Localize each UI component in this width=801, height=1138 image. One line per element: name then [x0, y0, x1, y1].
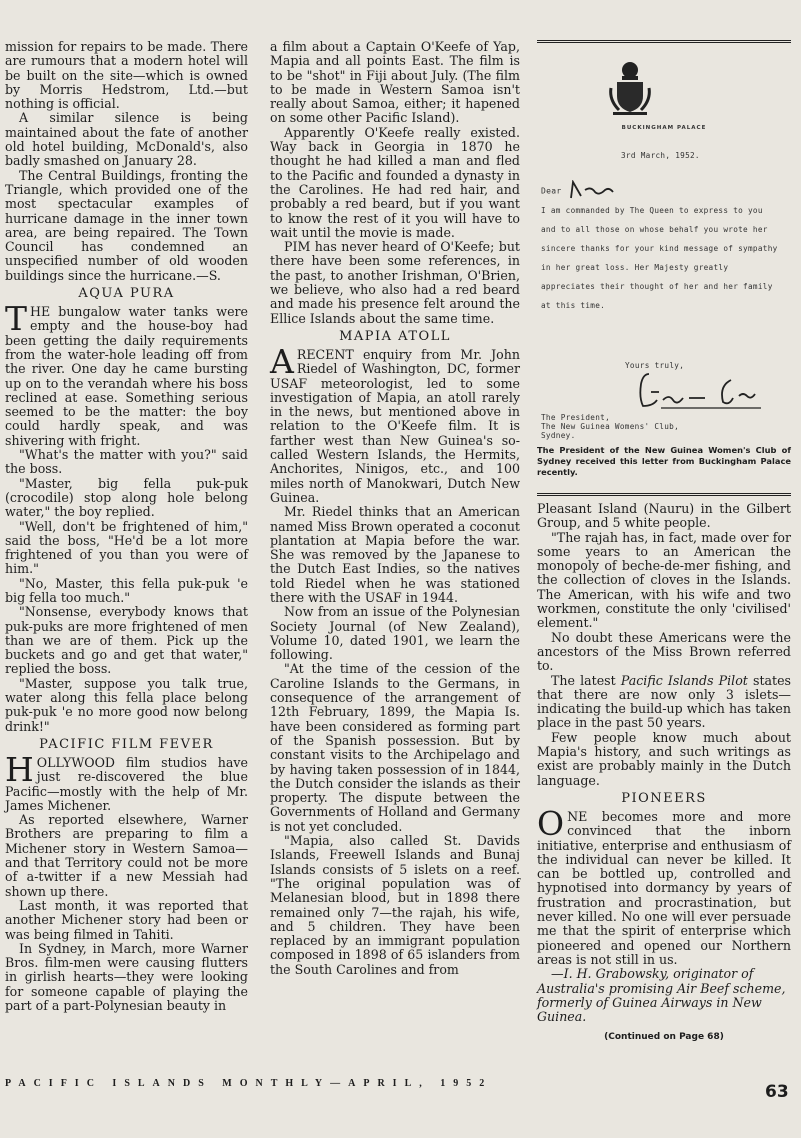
paragraph: Few people know much about Mapia's history, and such writings as exist are probably mainly in the Dutch language.	[537, 729, 791, 788]
drop-cap: A	[270, 341, 294, 381]
byline: —I. H. Grabowsky, originator of Australia's promising Air Beef scheme, formerly of Guinea Airways in New Guinea.	[537, 966, 786, 1025]
paragraph: "Well, don't be frightened of him," said the boss, "He'd be a lot more frightened of you than you were of him."	[5, 518, 248, 577]
column-3	[537, 40, 791, 1045]
page-number: 63	[765, 1082, 789, 1102]
paragraph: In Sydney, in March, more Warner Bros. film-men were causing flutters in girlish hearts—they were looking for someone capable of playing the part of a part-Polynesian beauty in	[5, 940, 248, 1013]
drop-cap: T	[5, 299, 28, 339]
continued-note: (Continued on Page 68)	[604, 1032, 724, 1043]
letter-body: I am commanded by The Queen to express to you and to all those on whose behalf you wrote her sincere thanks for your kind message of sympathy in her great loss. Her Majesty greatly appreciates their thought of her and her family at this time.	[541, 206, 778, 310]
column-1	[5, 40, 248, 1013]
handwritten-signature-icon	[631, 370, 771, 412]
heading-pacific-film-fever: PACIFIC FILM FEVER	[39, 736, 214, 752]
paragraph: Pleasant Island (Nauru) in the Gilbert Group, and 5 white people.	[537, 501, 791, 531]
paragraph: As reported elsewhere, Warner Brothers are preparing to film a Michener story in Western Samoa—and that Territory could not be more of a-twitter if a new Messiah had shown up there.	[5, 812, 248, 899]
paragraph: The latest Pacific Islands Pilot states that there are now only 3 islets—indicating the build-up which has taken place in the past 50 years.	[537, 672, 791, 731]
letter-caption: The President of the New Guinea Women's Club of Sydney received this letter from Buckingham Palace recently.	[537, 445, 791, 477]
paragraph: "Mapia, also called St. Davids Islands, Freewell Islands and Bunaj Islands consists of 5 islets on a reef. "The original population was of Melanesian blood, but in 1898 there remained only 7—the rajah, his wife, and 5 children. They have been replaced by an immigrant population composed in 1898 of 65 islanders from the South Carolines and from	[270, 833, 520, 977]
footer-masthead: PACIFIC ISLANDS MONTHLY—APRIL, 1952	[5, 1078, 493, 1089]
paragraph: Now from an issue of the Polynesian Society Journal (of New Zealand), Volume 10, dated 1901, we learn the following.	[270, 604, 520, 663]
paragraph: No doubt these Americans were the ancestors of the Miss Brown referred to.	[537, 629, 791, 674]
letterhead-text: BUCKINGHAM PALACE	[621, 125, 707, 131]
paragraph: "At the time of the cession of the Caroline Islands to the Germans, in consequence of the arrangement of 12th February, 1899, the Mapia Is. have been considered as forming part of the Spanish possession. But by constant visits to the Archipelago and by having taken possession of in 1844, the Dutch consider the islands as their property. The dispute between the Governments of Holland and Germany is not yet concluded.	[270, 661, 520, 834]
paragraph: "No, Master, this fella puk-puk 'e big fella too much."	[5, 575, 248, 605]
paragraph: a film about a Captain O'Keefe of Yap, Mapia and all points East. The film is to be "shot" in Fiji about July. (The film to be made in Western Samoa isn't really about Samoa, either; it hapened on some other Pacific Island).	[270, 39, 520, 126]
paragraph: PIM has never heard of O'Keefe; but there have been some references, in the past, to another Irishman, O'Brien, we believe, who also had a red beard and made his presence felt around the Ellice Islands about the same time.	[270, 239, 520, 326]
letter-date: 3rd March, 1952.	[621, 151, 700, 160]
heading-mapia-atoll: MAPIA ATOLL	[339, 328, 451, 344]
paragraph: THE bungalow water tanks were empty and the house-boy had been getting the daily requirements from the water-hole leading off from the river. One day he came bursting up on to the verandah where his boss reclined at ease. Something serious seemed to be the matter: the boy could hardly speak, and was shivering with fright.	[5, 299, 248, 448]
paragraph: Last month, it was reported that another Michener story had been or was being filmed in Tahiti.	[5, 897, 248, 942]
royal-crest-icon	[607, 58, 653, 116]
paragraph: "Master, suppose you talk true, water along this fella place belong puk-puk 'e no more good now belong drink!"	[5, 675, 248, 734]
drop-cap: H	[5, 749, 34, 789]
paragraph: "Master, big fella puk-puk (crocodile) stop along hole belong water," the boy replied.	[5, 475, 248, 520]
paragraph: "The rajah has, in fact, made over for some years to an American the monopoly of beche-de-mer fishing, and the collection of cloves in the Islands. The American, with his wife and two workmen, constitute the only 'civilised' element."	[537, 529, 791, 631]
handwritten-signature-icon	[567, 180, 617, 202]
paragraph: ONE becomes more and more convinced that the inborn initiative, enterprise and enthusiasm of the individual can never be killed. It can be bottled up, controlled and hypnotised into dormancy by years of frustration and procrastination, but never killed. No one will ever persuade me that the spirit of enterprise which pioneered and opened our Northern areas is not still in us.	[537, 803, 791, 967]
paragraph: Mr. Riedel thinks that an American named Miss Brown operated a coconut plantation at Mapia before the war. She was removed by the Japanese to the Dutch East Indies, so the natives told Riedel when he was stationed there with the USAF in 1944.	[270, 504, 520, 605]
letter-closing: Yours truly,	[625, 361, 771, 414]
paragraph: mission for repairs to be made. There are rumours that a modern hotel will be built on the site—which is owned by Morris Hedstrom, Ltd.—but nothing is official.	[5, 39, 248, 112]
paragraph: A similar silence is being maintained about the fate of another old hotel building, McDonald's, also badly smashed on January 28.	[5, 110, 248, 169]
drop-cap: O	[537, 803, 565, 843]
paragraph: "What's the matter with you?" said the boss.	[5, 447, 248, 477]
column-2	[270, 40, 520, 977]
letter-address: The President, The New Guinea Womens' Club, Sydney.	[541, 413, 679, 440]
paragraph: HOLLYWOOD film studios have just re-discovered the blue Pacific—mostly with the help of Mr. James Michener.	[5, 749, 248, 813]
paragraph: The Central Buildings, fronting the Triangle, which provided one of the most spectacular examples of hurricane damage in the inner town area, are being repaired. The Town Council has condemned an unspecified number of old wooden buildings since the hurricane.—S.	[5, 167, 248, 283]
heading-aqua-pura: AQUA PURA	[78, 286, 175, 302]
paragraph: "Nonsense, everybody knows that puk-puks are more frightened of men than we are of them. Pick up the buckets and go and get that water," replied the boss.	[5, 604, 248, 677]
paragraph: ARECENT enquiry from Mr. John Riedel of Washington, DC, former USAF meteorologist, led to some investigation of Mapia, an atoll rarely in the news, but mentioned above in relation to the O'Keefe film. It is farther west than New Guinea's so-called Western Islands, the Hermits, Anchorites, Ninigos, etc., and 100 miles north of Manokwari, Dutch New Guinea.	[270, 341, 520, 505]
heading-pioneers: PIONEERS	[621, 790, 707, 806]
paragraph: Apparently O'Keefe really existed. Way back in Georgia in 1870 he thought he had killed a man and fled to the Pacific and founded a dynasty in the Carolines. He had red hair, and probably a red beard, but if you want to know the rest of it you will have to wait until the movie is made.	[270, 124, 520, 240]
letter-salutation: Dear	[541, 180, 617, 202]
letter-image	[537, 40, 791, 496]
